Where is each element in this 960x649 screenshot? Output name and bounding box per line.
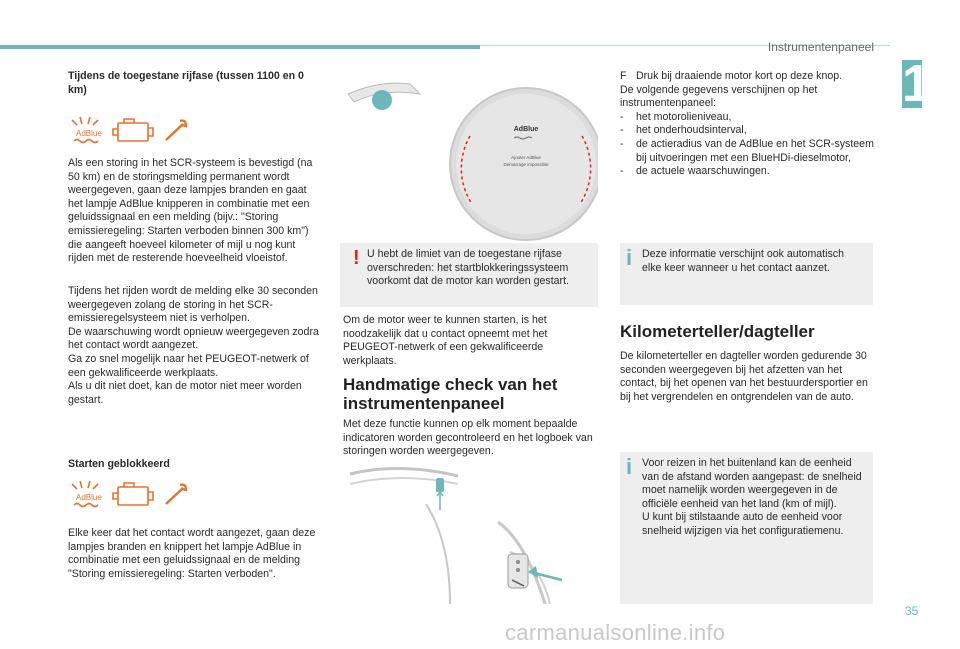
adblue-lamps-icon [68,478,198,514]
heading-start-blocked: Starten geblokkeerd [68,458,170,470]
list-dash: - [620,124,624,137]
info-icon: i [626,454,633,479]
dial-message-1: Ajouter AdBlue [511,155,541,160]
chapter-number: 1 [902,55,931,113]
info-icon: i [626,245,633,270]
bullet-icon: F [620,70,627,82]
list-dash: - [620,110,624,123]
paragraph-manual-check: Met deze functie kunnen op elk moment bepaalde indicatoren worden gecontroleerd en het logboek van storingen worden weergegeven. [343,418,593,458]
svg-text:AdBlue: AdBlue [76,493,102,502]
list-item: de actieradius van de AdBlue en het SCR-systeem bij uitvoeringen met een BlueHDi-dieselmotor, [636,137,874,164]
paragraph-contact-network: Om de motor weer te kunnen starten, is het noodzakelijk dat u contact opneemt met het PEUGEOT-netwerk of een gekwalificeerde werkplaats. [343,314,548,367]
heading-manual-check: Handmatige check van het instrumentenpaneel [343,375,558,413]
page-number: 35 [905,604,919,618]
section-title: Instrumentenpaneel [767,40,874,54]
list-item: de actuele waarschuwingen. [636,165,770,178]
adblue-lamps-icon [68,114,198,150]
paragraph-start-blocked: Elke keer dat het contact wordt aangezet, gaan deze lampjes branden en knippert het lampje AdBlue in combinatie met een geluidssignaal en de melding "Storing emissieregeling: Starten verboden". [68,527,316,580]
list-dash: - [620,165,624,178]
warning-box: ! U hebt de limiet van de toegestane rijfase overschreden: het startblokkeringssysteem voorkomt dat de motor kan worden gestart. [340,243,598,307]
paragraph-odometer: De kilometerteller en dagteller worden gedurende 30 seconden weergegeven bij het afzetten van het contact, bij het openen van het bestuurdersportier en bij het vergrendelen en ontgrendelen van de auto. [620,350,868,403]
list-item: het onderhoudsinterval, [636,124,747,137]
heading-odometer: Kilometerteller/dagteller [620,322,815,341]
info-box-units: i Voor reizen in het buitenland kan de eenheid van de afstand worden aangepast: de snelheid moet namelijk worden weergegeven in de officiële eenheid van het land (km of mijl). U kunt bij stilstaande auto de eenheid voor snelheid wijzigen via het configuratiemenu. [620,452,873,604]
paragraph-driving-message: Tijdens het rijden wordt de melding elke 30 seconden weergegeven zolang de storing in het SCR-emissieregelsysteem niet is verholpen. De waarschuwing wordt opnieuw weergegeven zodra het contact wordt aangezet. Ga zo snel mogelijk naar het PEUGEOT-netwerk of een gekwalificeerde werkplaats. Als u dit niet doet, kan de motor niet meer worden gestart. [68,285,319,406]
steering-wheel-illustration [340,462,598,604]
svg-text:AdBlue: AdBlue [76,129,102,138]
header-accent-bar [0,45,480,49]
heading-permitted-phase: Tijdens de toegestane rijfase (tussen 1100 en 0 km) [68,70,304,96]
warning-lamps-row-1 [68,114,198,150]
warning-exclamation-icon: ! [353,247,360,269]
dial-message-2: Demarrage impossible [503,162,549,167]
dashboard-illustration [340,76,598,241]
instruction-press-button: Druk bij draaiende motor kort op deze knop. [636,70,843,82]
paragraph-scr-fault: Als een storing in het SCR-systeem is bevestigd (na 50 km) en de storingsmelding permanent wordt weergegeven, gaan deze lampjes branden en gaat het lampje AdBlue knipperen in combinatie met een geluidssignaal en een melding (bijv.: "Storing emissieregeling: Starten verboden binnen 300 km") die aangeeft hoeveel kilometer of mijl u nog kunt rijden met de resterende hoeveelheid vloeistof. [68,157,313,265]
list-item: het motorolieniveau, [636,110,732,123]
dial-adblue-label: AdBlue [513,126,539,133]
instruction-data-appears: De volgende gegevens verschijnen op het instrumentenpaneel: [620,83,818,110]
watermark: carmanualsonline.info [505,620,726,645]
list-dash: - [620,137,624,150]
warning-lamps-row-2 [68,478,198,514]
instruction-block [620,70,875,179]
info-box-automatic: i Deze informatie verschijnt ook automatisch elke keer wanneer u het contact aanzet. [620,243,873,305]
